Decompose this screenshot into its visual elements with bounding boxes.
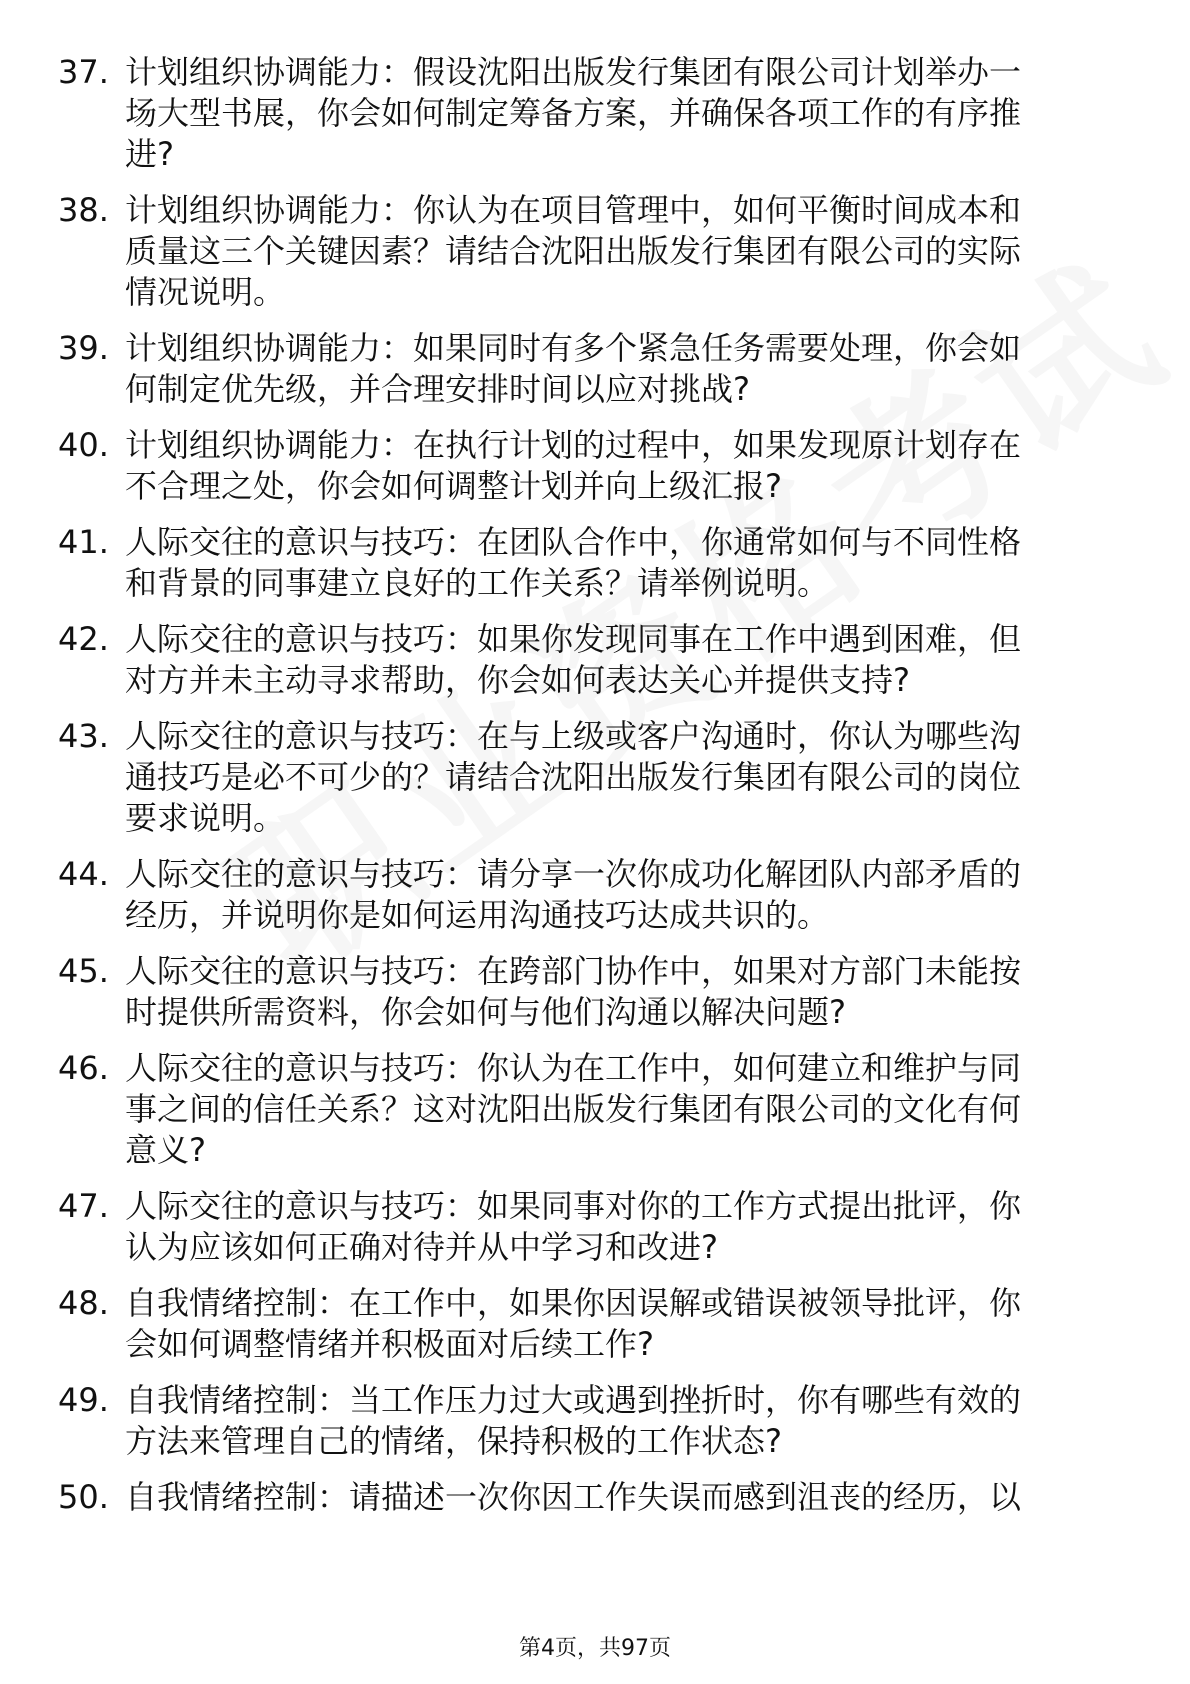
question-text: 自我情绪控制：当工作压力过大或遇到挫折时，你有哪些有效的 方法来管理自己的情绪，保持积极的工作状态? [125, 1381, 1022, 1460]
question-item-50 [58, 1477, 1108, 1518]
question-item-47 [58, 1186, 1108, 1268]
question-number: 46. [58, 1049, 109, 1087]
question-number: 47. [58, 1187, 109, 1225]
question-item-37 [58, 52, 1108, 175]
question-number: 42. [58, 620, 109, 658]
question-item-45 [58, 951, 1108, 1033]
question-text: 计划组织协调能力：如果同时有多个紧急任务需要处理，你会如 何制定优先级，并合理安排时间以应对挑战? [125, 329, 1022, 408]
question-number: 45. [58, 952, 109, 990]
question-item-40 [58, 425, 1108, 507]
question-number: 37. [58, 53, 109, 91]
question-item-38 [58, 190, 1108, 313]
question-text: 自我情绪控制：请描述一次你因工作失误而感到沮丧的经历，以 [125, 1478, 1022, 1516]
question-number: 40. [58, 426, 109, 464]
question-item-39 [58, 328, 1108, 410]
question-number: 41. [58, 523, 109, 561]
question-number: 49. [58, 1381, 109, 1419]
question-text: 人际交往的意识与技巧：在跨部门协作中，如果对方部门未能按 时提供所需资料，你会如何与他们沟通以解决问题? [125, 952, 1022, 1031]
question-number: 38. [58, 191, 109, 229]
question-number: 48. [58, 1284, 109, 1322]
question-item-46 [58, 1048, 1108, 1171]
question-text: 人际交往的意识与技巧：你认为在工作中，如何建立和维护与同 事之间的信任关系？这对沈阳出版发行集团有限公司的文化有何 意义? [125, 1049, 1022, 1169]
page-footer [0, 1635, 1190, 1663]
question-text: 计划组织协调能力：在执行计划的过程中，如果发现原计划存在 不合理之处，你会如何调整计划并向上级汇报? [125, 426, 1022, 505]
question-item-42 [58, 619, 1108, 701]
question-item-43 [58, 716, 1108, 839]
question-item-48 [58, 1283, 1108, 1365]
page-number-label: 第4页，共97页 [519, 1636, 671, 1661]
question-item-44 [58, 854, 1108, 936]
question-text: 自我情绪控制：在工作中，如果你因误解或错误被领导批评，你 会如何调整情绪并积极面对后续工作? [125, 1284, 1022, 1363]
question-list [58, 52, 1108, 1533]
question-text: 人际交往的意识与技巧：在团队合作中，你通常如何与不同性格 和背景的同事建立良好的工作关系？请举例说明。 [125, 523, 1022, 602]
question-text: 计划组织协调能力：假设沈阳出版发行集团有限公司计划举办一 场大型书展，你会如何制定筹备方案，并确保各项工作的有序推 进? [125, 53, 1022, 173]
question-item-41 [58, 522, 1108, 604]
question-number: 44. [58, 855, 109, 893]
question-number: 50. [58, 1478, 109, 1516]
question-text: 人际交往的意识与技巧：如果你发现同事在工作中遇到困难，但 对方并未主动寻求帮助，你会如何表达关心并提供支持? [125, 620, 1022, 699]
question-number: 39. [58, 329, 109, 367]
question-text: 人际交往的意识与技巧：请分享一次你成功化解团队内部矛盾的 经历，并说明你是如何运用沟通技巧达成共识的。 [125, 855, 1022, 934]
question-number: 43. [58, 717, 109, 755]
question-text: 人际交往的意识与技巧：如果同事对你的工作方式提出批评，你 认为应该如何正确对待并从中学习和改进? [125, 1187, 1022, 1266]
question-text: 人际交往的意识与技巧：在与上级或客户沟通时，你认为哪些沟 通技巧是必不可少的？请结合沈阳出版发行集团有限公司的岗位 要求说明。 [125, 717, 1022, 837]
question-item-49 [58, 1380, 1108, 1462]
question-text: 计划组织协调能力：你认为在项目管理中，如何平衡时间成本和 质量这三个关键因素？请结合沈阳出版发行集团有限公司的实际 情况说明。 [125, 191, 1022, 311]
